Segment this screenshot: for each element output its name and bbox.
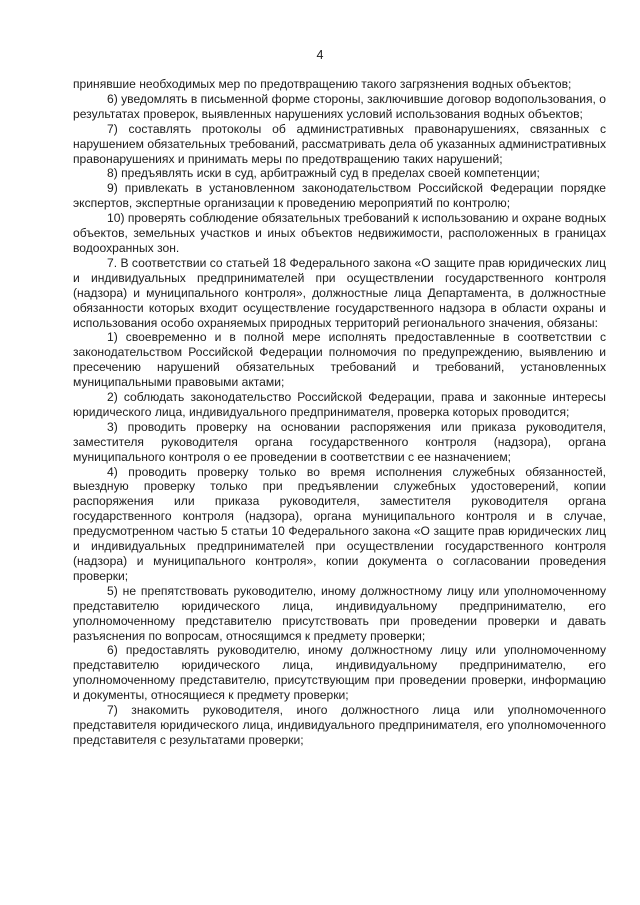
paragraph-duty-5: 5) не препятствовать руководителю, иному должностному лицу или уполномоченному представителю юридического лица, индивидуальному предпринимателю, его уполномоченному представителю присутствовать при проведении проверки и давать разъяснения по вопросам, относящимся к предмету проверки; (73, 583, 606, 643)
paragraph-section-7: 7. В соответствии со статьей 18 Федерального закона «О защите прав юридических лиц и индивидуальных предпринимателей при осуществлении государственного контроля (надзора) и муниципального контроля», должностные лица Департамента, в должностные обязанности которых входит осуществление государственного надзора в области охраны и использования особо охраняемых природных территорий регионального значения, обязаны: (73, 255, 606, 330)
paragraph-duty-2: 2) соблюдать законодательство Российской Федерации, права и законные интересы юридического лица, индивидуального предпринимателя, проверка которых проводится; (73, 390, 606, 419)
paragraph-item-7-protocols: 7) составлять протоколы об административных правонарушениях, связанных с нарушением обязательных требований, рассматривать дела об указанных административных правонарушениях и принимать меры по предотвращению таких нарушений; (73, 121, 606, 166)
paragraph-item-8-lawsuits: 8) предъявлять иски в суд, арбитражный суд в пределах своей компетенции; (107, 166, 540, 181)
paragraph-continuation: принявшие необходимых мер по предотвращению такого загрязнения водных объектов; (73, 77, 572, 91)
paragraph-duty-7: 7) знакомить руководителя, иного должностного лица или уполномоченного представителя юридического лица, индивидуального предпринимателя, его уполномоченного представителя с результатами проверки; (73, 703, 606, 747)
paragraph-duty-1: 1) своевременно и в полной мере исполнять предоставленные в соответствии с законодательством Российской Федерации полномочия по предупреждению, выявлению и пресечению нарушений обязательных требований и требований, установленных муниципальными правовыми актами; (73, 330, 606, 390)
paragraph-item-9-experts: 9) привлекать в установленном законодательством Российской Федерации порядке экспертов, экспертные организации к проведению мероприятий по контролю; (73, 181, 606, 211)
paragraph-duty-6: 6) предоставлять руководителю, иному должностному лицу или уполномоченному представителю юридического лица, индивидуальному предпринимателю, его уполномоченному представителю, присутствующим при проведении проверки, информацию и документы, относящиеся к предмету проверки; (73, 643, 606, 703)
paragraph-duty-4: 4) проводить проверку только во время исполнения служебных обязанностей, выездную проверку только при предъявлении служебных удостоверений, копии распоряжения или приказа руководителя, заместителя руководителя органа государственного контроля (надзора), органа муниципального контроля и в случае, предусмотренном частью 5 статьи 10 Федерального закона «О защите прав юридических лиц и индивидуальных предпринимателей при осуществлении государственного контроля (надзора) и муниципального контроля», копии документа о согласовании проведения проверки; (73, 464, 606, 583)
paragraph-item-6-notify: 6) уведомлять в письменной форме стороны, заключившие договор водопользования, о результатах проверок, выявленных нарушениях условий использования водных объектов; (73, 91, 606, 121)
paragraph-item-10-water-zones: 10) проверять соблюдение обязательных требований к использованию и охране водных объектов, земельных участков и иных объектов недвижимости, расположенных в границах водоохранных зон. (73, 211, 606, 255)
document-body (73, 77, 606, 748)
paragraph-duty-3: 3) проводить проверку на основании распоряжения или приказа руководителя, заместителя руководителя органа государственного контроля (надзора), органа муниципального контроля о ее проведении в соответствии с ее назначением; (73, 419, 606, 464)
page-number: 4 (316, 48, 324, 62)
